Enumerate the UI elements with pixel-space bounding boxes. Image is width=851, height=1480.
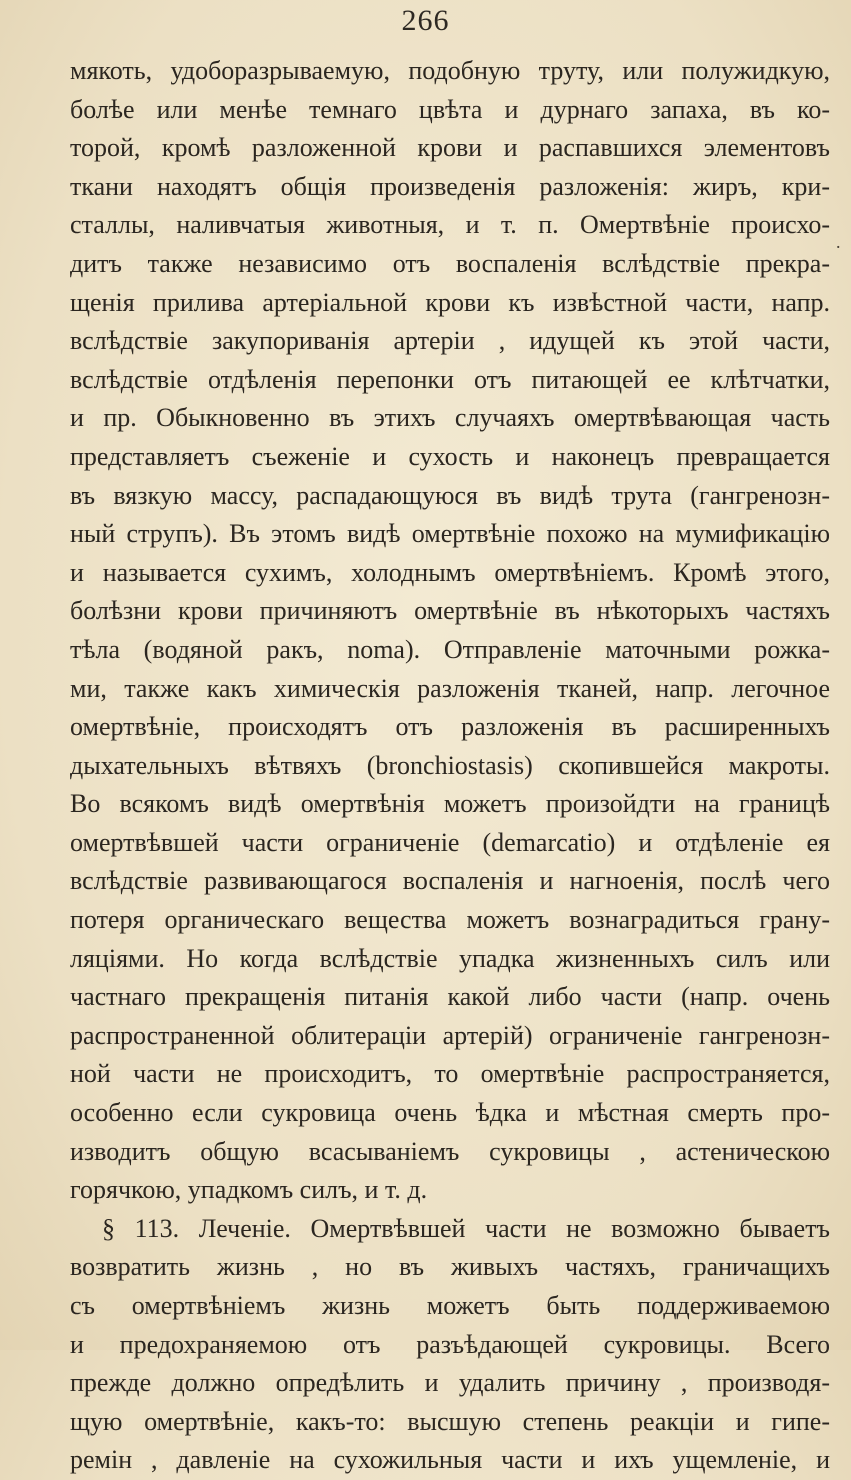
text-line: ной части не происходитъ, то омертвѣніе распространяется, (70, 1059, 830, 1089)
text-line: дыхательныхъ вѣтвяхъ (bronchiostasis) скопившейся макроты. (70, 750, 830, 780)
text-line: мякоть, удоборазрываемую, подобную труту, или полужидкую, (70, 56, 830, 85)
text-line: горячкою, упадкомъ силъ, и т. д. (70, 1175, 428, 1205)
text-line: вслѣдствіе отдѣленія перепонки отъ питающей ее клѣтчатки, (70, 364, 830, 394)
text-line: вслѣдствіе закупориванія артеріи , идущей къ этой части, (70, 326, 830, 356)
text-line: изводитъ общую всасываніемъ сукровицы , астеническою (70, 1136, 830, 1166)
text-line: сталлы, наливчатыя животныя, и т. п. Омертвѣніе происхо- (70, 210, 830, 240)
page-number: 266 (401, 4, 450, 37)
text-line: особенно если сукровица очень ѣдка и мѣстная смерть про- (70, 1098, 830, 1128)
text-line: ляціями. Но когда вслѣдствіе упадка жизненныхъ силъ или (70, 943, 830, 973)
body-text (70, 52, 830, 1480)
section-heading-line: § 113. Леченіе. Омертвѣвшей части не возможно бываетъ (102, 1213, 830, 1243)
text-line: ми, также какъ химическія разложенія тканей, напр. легочное (70, 673, 830, 703)
text-line: тѣла (водяной ракъ, noma). Отправленіе маточными рожка- (70, 634, 830, 664)
text-line: и называется сухимъ, холоднымъ омертвѣніемъ. Кромѣ этого, (70, 557, 830, 587)
text-line: распространенной облитераціи артерій) ограниченіе гангренозн- (70, 1020, 830, 1050)
text-line: прежде должно опредѣлить и удалить причину , производя- (70, 1368, 830, 1398)
text-line: и предохраняемою отъ разъѣдающей сукровицы. Всего (70, 1329, 830, 1359)
text-line: въ вязкую массу, распадающуюся въ видѣ трута (гангренозн- (70, 480, 830, 510)
text-line: ткани находятъ общія произведенія разложенія: жиръ, кри- (70, 171, 830, 201)
text-line: частнаго прекращенія питанія какой либо части (напр. очень (70, 982, 830, 1012)
text-line: и пр. Обыкновенно въ этихъ случаяхъ омертвѣвающая часть (70, 403, 830, 433)
text-line: ремін , давленіе на сухожильныя части и ихъ ущемленіе, и (70, 1445, 830, 1475)
text-line: омертвѣніе, происходятъ отъ разложенія въ расширенныхъ (70, 712, 830, 742)
text-line: представляетъ съеженіе и сухость и наконецъ превращается (70, 441, 830, 471)
text-line: торой, кромѣ разложенной крови и распавшихся элементовъ (70, 133, 830, 163)
text-line: щенія прилива артеріальной крови къ извѣстной части, напр. (70, 287, 830, 317)
text-line: щую омертвѣніе, какъ-то: высшую степень реакціи и гипе- (70, 1406, 830, 1436)
text-line: вслѣдствіе развивающагося воспаленія и нагноенія, послѣ чего (70, 866, 830, 896)
text-line: ный струпъ). Въ этомъ видѣ омертвѣніе похожо на мумификацію (70, 519, 830, 549)
text-line: Во всякомъ видѣ омертвѣнія можетъ произойдти на границѣ (70, 789, 830, 819)
margin-mark: . (836, 232, 841, 252)
text-line: потеря органическаго вещества можетъ вознаградиться грану- (70, 905, 830, 935)
text-line: съ омертвѣніемъ жизнь можетъ быть поддерживаемою (70, 1291, 830, 1320)
text-line: дитъ также независимо отъ воспаленія вслѣдствіе прекра- (70, 248, 830, 278)
text-line: болѣзни крови причиняютъ омертвѣніе въ нѣкоторыхъ частяхъ (70, 596, 830, 626)
text-line: омертвѣвшей части ограниченіе (demarcatio) и отдѣленіе ея (70, 827, 830, 857)
text-line: возвратить жизнь , но въ живыхъ частяхъ, граничащихъ (70, 1252, 830, 1282)
text-line: болѣе или менѣе темнаго цвѣта и дурнаго запаха, въ ко- (70, 94, 830, 124)
